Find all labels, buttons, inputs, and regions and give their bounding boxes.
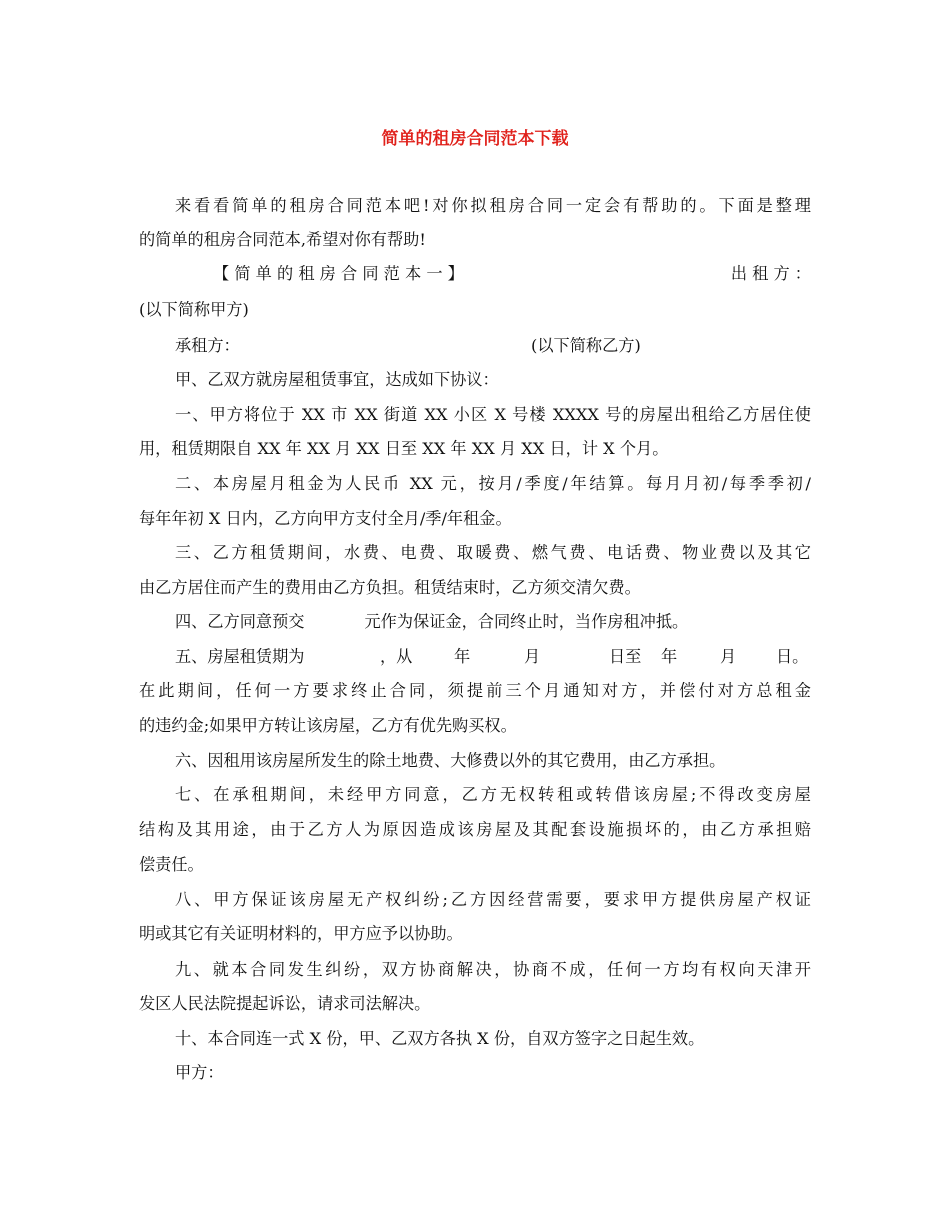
clause-4 (139, 610, 811, 634)
clause-5-line-1 (139, 645, 811, 669)
clause-5-line-3: 的违约金;如果甲方转让该房屋，乙方有优先购买权。 (139, 716, 517, 735)
clause-5-part-6: 年 (661, 647, 678, 666)
clause-4-part-2: 元作为保证金，合同终止时，当作房租冲抵。 (364, 612, 689, 631)
lessor-note: (以下简称甲方) (139, 300, 249, 319)
clause-7-line-2: 结构及其用途，由于乙方人为原因造成该房屋及其配套设施损坏的，由乙方承担赔 (139, 820, 811, 839)
clause-9-line-1: 九、就本合同发生纠纷，双方协商解决，协商不成，任何一方均有权向天津开 (175, 960, 811, 979)
clause-5-part-2: ，从 (380, 647, 413, 666)
clause-3-line-2: 由乙方居住而产生的费用由乙方负担。租赁结束时，乙方须交清欠费。 (139, 578, 641, 597)
intro-line-1: 来看看简单的租房合同范本吧!对你拟租房合同一定会有帮助的。下面是整理 (175, 196, 811, 215)
clause-5-line-2: 在此期间，任何一方要求终止合同，须提前三个月通知对方，并偿付对方总租金 (139, 681, 811, 700)
lessor-label: 出 租 方 ： (730, 264, 811, 283)
clause-5-part-5: 日至 (609, 647, 642, 666)
document-title: 简单的租房合同范本下载 (381, 129, 569, 149)
clause-5-part-1: 五、房屋租赁期为 (175, 647, 305, 666)
clause-5-part-3: 年 (454, 647, 471, 666)
clause-9-line-2: 发区人民法院提起诉讼，请求司法解决。 (139, 994, 431, 1013)
contract-heading: 【 简 单 的 租 房 合 同 范 本 一 】 (213, 264, 464, 283)
clause-1-line-1: 一、甲方将位于 XX 市 XX 街道 XX 小区 X 号楼 XXXX 号的房屋出租给乙方居住使 (175, 405, 811, 424)
lessee-label: 承租方： (175, 336, 240, 355)
clause-8-line-2: 明或其它有关证明材料的，甲方应予以协助。 (139, 924, 463, 943)
clause-4-part-1: 四、乙方同意预交 (175, 612, 305, 631)
clause-10: 十、本合同连一式 X 份，甲、乙双方各执 X 份，自双方签字之日起生效。 (175, 1029, 705, 1048)
clause-6: 六、因租用该房屋所发生的除土地费、大修费以外的其它费用，由乙方承担。 (175, 751, 726, 770)
clause-5-part-4: 月 (524, 647, 541, 666)
intro-line-2: 的简单的租房合同范本,希望对你有帮助! (139, 230, 426, 249)
contract-heading-row (139, 262, 811, 286)
clause-2-line-2: 每年年初 X 日内，乙方向甲方支付全月/季/年租金。 (139, 509, 512, 528)
clause-7-line-1: 七、在承租期间，未经甲方同意，乙方无权转租或转借该房屋;不得改变房屋 (175, 785, 811, 804)
clause-8-line-1: 八、甲方保证该房屋无产权纠纷;乙方因经营需要，要求甲方提供房屋产权证 (175, 890, 811, 909)
clause-5-part-7: 月 (720, 647, 737, 666)
signature-party-a: 甲方： (175, 1063, 224, 1082)
clause-3-line-1: 三、乙方租赁期间，水费、电费、取暖费、燃气费、电话费、物业费以及其它 (175, 543, 811, 562)
lessee-row (139, 334, 811, 358)
clause-5-part-8: 日。 (776, 647, 809, 666)
clause-2-line-1: 二、本房屋月租金为人民币 XX 元，按月/季度/年结算。每月月初/每季季初/ (175, 474, 811, 493)
lessee-note: (以下简称乙方) (531, 336, 641, 355)
agreement-intro: 甲、乙双方就房屋租赁事宜，达成如下协议： (175, 370, 499, 389)
clause-7-line-3: 偿责任。 (139, 855, 204, 874)
clause-1-line-2: 用，租赁期限自 XX 年 XX 月 XX 日至 XX 年 XX 月 XX 日，计 X 个月。 (139, 439, 669, 458)
